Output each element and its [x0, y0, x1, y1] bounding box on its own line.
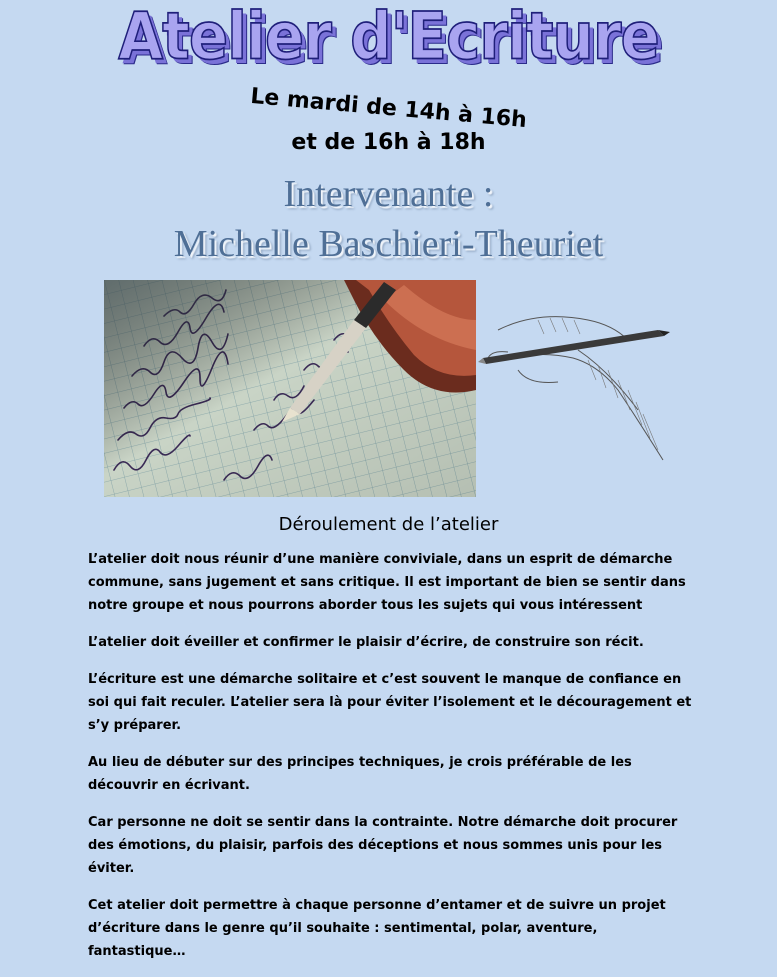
description-body	[88, 548, 698, 977]
speaker-name: Michelle Baschieri-Theuriet	[173, 223, 604, 265]
hand-with-pen-drawing	[478, 310, 678, 470]
paragraph: Car personne ne doit se sentir dans la contrainte. Notre démarche doit procurer des émotions, du plaisir, parfois des déceptions et nous sommes unis pour les éviter.	[88, 815, 678, 876]
handwriting-photo-icon	[104, 280, 476, 497]
paragraph: L’atelier doit nous réunir d’une manière conviviale, dans un esprit de démarche commune, sans jugement et sans critique. Il est important de bien se sentir dans notre groupe et nous pourrons aborder tous les sujets qui vous intéressent	[88, 552, 686, 613]
paragraph: Cet atelier doit permettre à chaque personne d’entamer et de suivre un projet d’écriture dans le genre qu’il souhaite : sentimental, polar, aventure, fantastique…	[88, 898, 666, 959]
paragraph: L’atelier doit éveiller et confirmer le plaisir d’écrire, de construire son récit.	[88, 635, 644, 650]
schedule-text-1: Le mardi de 14h à 16h	[249, 83, 528, 134]
schedule-line-1	[0, 83, 777, 134]
section-heading: Déroulement de l’atelier	[278, 514, 499, 535]
paragraph: L’écriture est une démarche solitaire et c’est souvent le manque de confiance en soi qui fait reculer. L’atelier sera là pour éviter l’isolement et le découragement et s’y préparer.	[88, 672, 692, 733]
paragraph: Au lieu de débuter sur des principes techniques, je crois préférable de les découvrir en écrivant.	[88, 755, 632, 793]
handwriting-photo	[104, 280, 476, 497]
hand-drawing-icon	[478, 310, 678, 470]
schedule-line-2: et de 16h à 18h	[291, 130, 486, 155]
page-title: Atelier d'Ecriture	[118, 0, 659, 75]
speaker-label: Intervenante :	[283, 173, 494, 215]
